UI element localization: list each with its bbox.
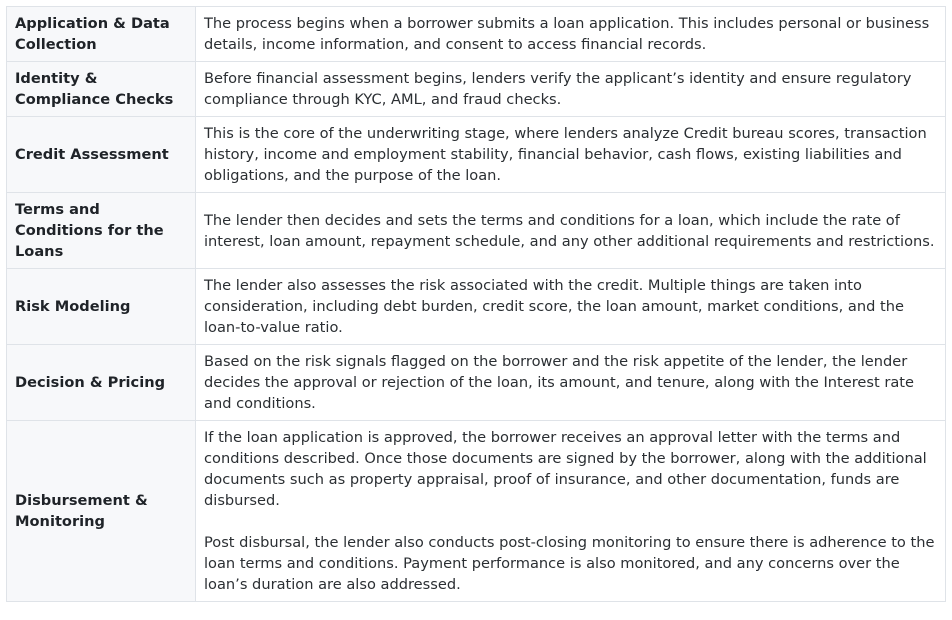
row-term: Risk Modeling (7, 269, 196, 345)
table-row (7, 7, 946, 62)
table-row (7, 62, 946, 117)
table-row (7, 421, 946, 602)
underwriting-stages-table (6, 6, 946, 602)
row-term: Terms and Conditions for the Loans (7, 193, 196, 269)
table-row (7, 193, 946, 269)
row-description: The process begins when a borrower submits a loan application. This includes personal or business details, income information, and consent to access financial records. (196, 7, 946, 62)
row-description: The lender also assesses the risk associated with the credit. Multiple things are taken into consideration, including debt burden, credit score, the loan amount, market conditions, and the loan-to-value ratio. (196, 269, 946, 345)
row-term: Disbursement & Monitoring (7, 421, 196, 602)
row-description: Based on the risk signals flagged on the borrower and the risk appetite of the lender, the lender decides the approval or rejection of the loan, its amount, and tenure, along with the Interest rate and conditions. (196, 345, 946, 421)
row-description: The lender then decides and sets the terms and conditions for a loan, which include the rate of interest, loan amount, repayment schedule, and any other additional requirements and restrictions. (196, 193, 946, 269)
row-description: This is the core of the underwriting stage, where lenders analyze Credit bureau scores, transaction history, income and employment stability, financial behavior, cash flows, existing liabilities and obligations, and the purpose of the loan. (196, 117, 946, 193)
row-term: Decision & Pricing (7, 345, 196, 421)
table-row (7, 345, 946, 421)
row-description-secondary: Post disbursal, the lender also conducts post-closing monitoring to ensure there is adherence to the loan terms and conditions. Payment performance is also monitored, and any concerns over the loan’s duration are also addressed. (204, 534, 935, 593)
row-term: Application & Data Collection (7, 7, 196, 62)
table-row (7, 269, 946, 345)
row-description-cell (196, 421, 946, 602)
row-description: If the loan application is approved, the borrower receives an approval letter with the terms and conditions described. Once those documents are signed by the borrower, along with the additional documents such as property appraisal, proof of insurance, and other documentation, funds are disbursed. (204, 429, 927, 509)
row-description: Before financial assessment begins, lenders verify the applicant’s identity and ensure regulatory compliance through KYC, AML, and fraud checks. (196, 62, 946, 117)
table-row (7, 117, 946, 193)
row-term: Identity & Compliance Checks (7, 62, 196, 117)
row-term: Credit Assessment (7, 117, 196, 193)
